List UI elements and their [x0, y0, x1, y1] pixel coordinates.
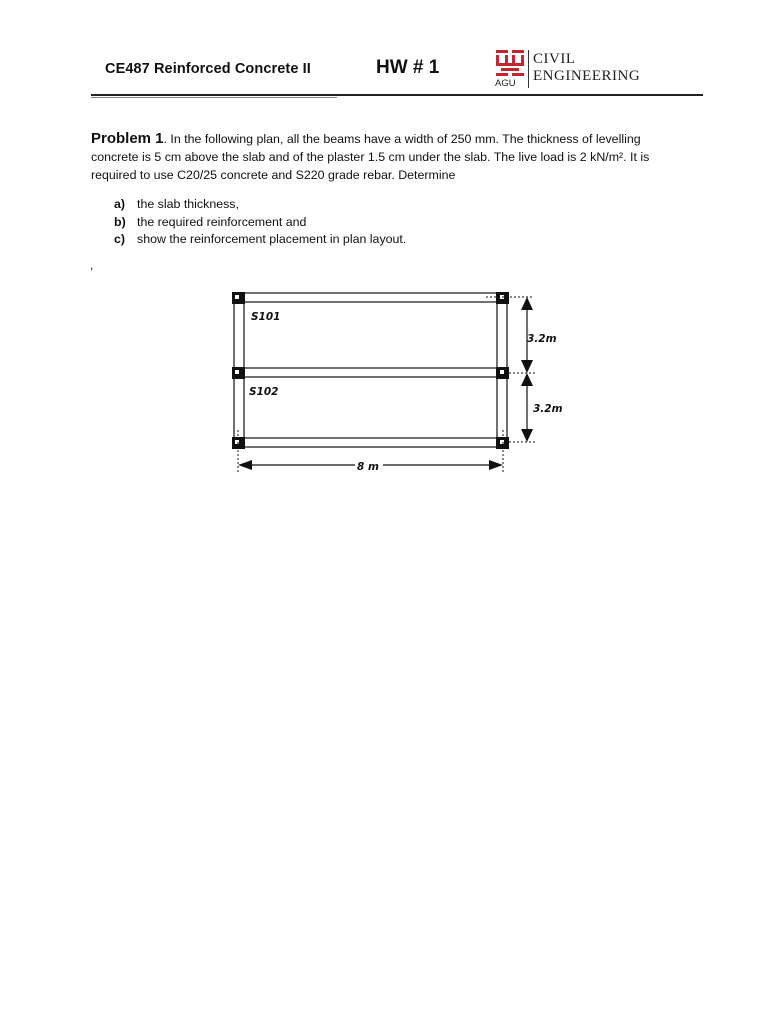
stray-mark: , [90, 258, 94, 272]
slab-label-s101: S101 [251, 311, 281, 323]
list-item [114, 214, 406, 232]
arrowhead [521, 373, 533, 386]
logo-word-civil: CIVIL [533, 51, 576, 67]
list-marker: a) [114, 197, 126, 211]
task-list [114, 196, 406, 249]
list-text: show the reinforcement placement in plan layout. [137, 232, 407, 246]
dimension-label-top: 3.2m [527, 333, 557, 345]
homework-number: HW # 1 [376, 57, 440, 78]
course-title: CE487 Reinforced Concrete II [105, 61, 311, 77]
problem-title: Problem 1 [91, 130, 164, 147]
slab-plan-drawing [225, 285, 570, 480]
problem-statement [91, 130, 691, 184]
list-item [114, 196, 406, 214]
list-marker: b) [114, 214, 126, 229]
header-rule [91, 94, 703, 96]
list-marker: c) [114, 232, 126, 246]
header-rule-thin [91, 97, 337, 98]
arrowhead [521, 360, 533, 373]
slab-label-s102: S102 [249, 386, 279, 398]
beam-top [240, 293, 504, 302]
list-text: the required reinforcement and [137, 214, 307, 229]
arrowhead [521, 429, 533, 442]
university-logo [494, 46, 654, 90]
logo-abbr: AGU [495, 78, 516, 89]
arrowhead [521, 297, 533, 310]
dimension-label-bottom: 3.2m [533, 403, 563, 415]
arrowhead [238, 460, 252, 470]
agu-logo-icon [494, 48, 526, 80]
list-item [114, 231, 406, 249]
beam-bottom [240, 438, 504, 447]
beam-middle [240, 368, 504, 377]
arrowhead [489, 460, 503, 470]
list-text: the slab thickness, [137, 197, 239, 211]
logo-divider [528, 50, 529, 88]
logo-word-engineering: ENGINEERING [533, 68, 641, 84]
dimension-label-length: 8 m [357, 461, 379, 473]
problem-text: . In the following plan, all the beams have a width of 250 mm. The thickness of levelling concrete is 5 cm above the slab and of the plaster 1.5 cm under the slab. The live load is 2 kN/m². It is required to use C20/25 concrete and S220 grade rebar. Determine [91, 132, 650, 182]
